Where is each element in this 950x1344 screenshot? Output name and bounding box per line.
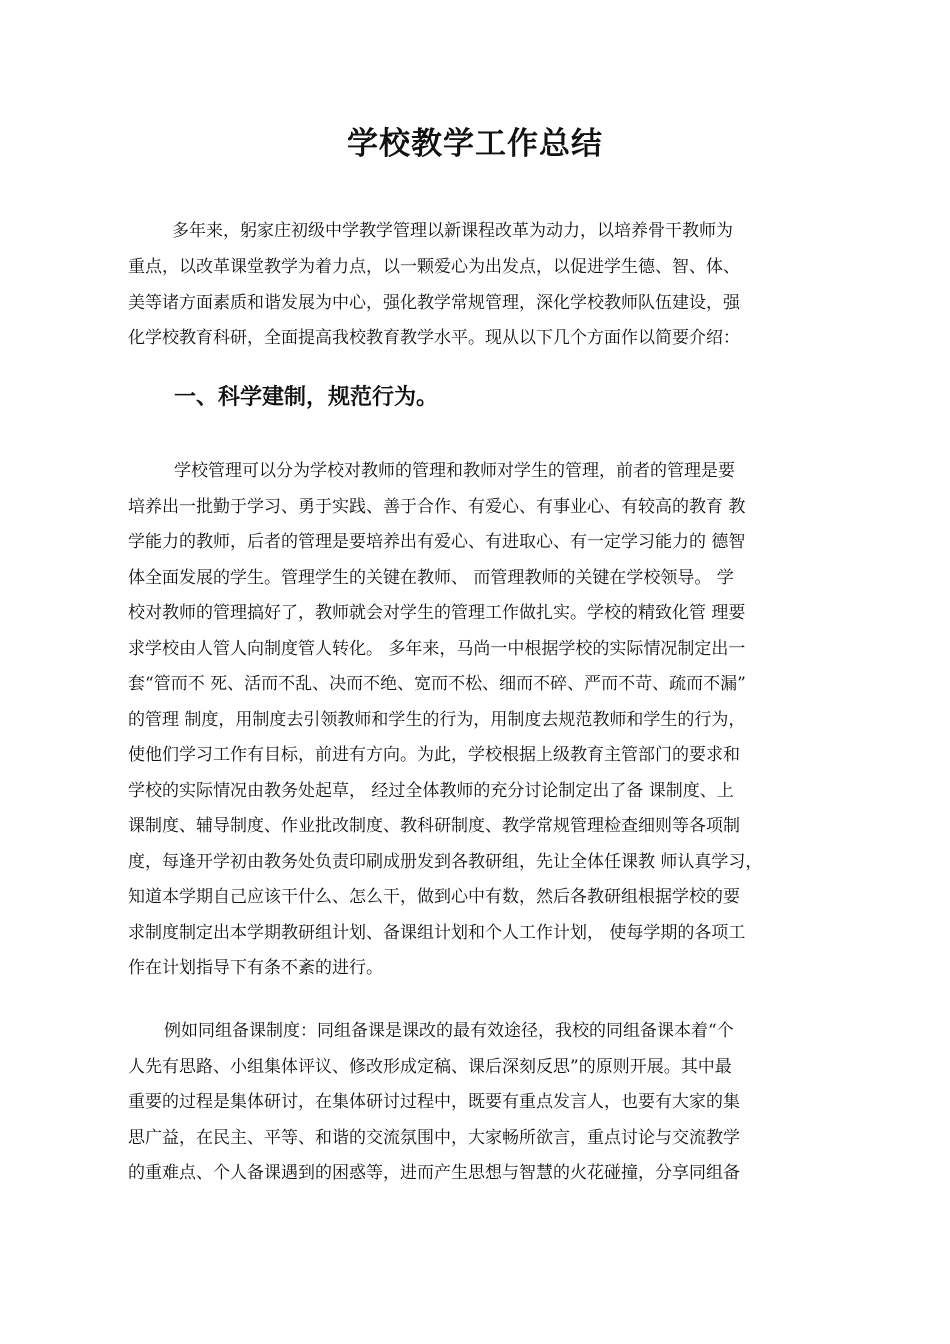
paragraph-line: 度，每逢开学初由教务处负责印刷成册发到各教研组，先让全体任课教 师认真学习， [128,851,763,872]
document-title: 学校教学工作总结 [347,126,603,162]
paragraph-line: 的重难点、个人备课遇到的困惑等，进而产生思想与智慧的火花碰撞，分享同组备 [128,1163,740,1183]
paragraph-line: 套“管而不 死、活而不乱、决而不绝、宽而不松、细而不碎、严而不苛、疏而不漏” [128,674,746,694]
paragraph-line: 学校的实际情况由教务处起草， 经过全体教师的充分讨论制定出了备 课制度、上 [128,780,734,801]
paragraph-line: 多年来，躬家庄初级中学教学管理以新课程改革为动力，以培养骨干教师为 [172,221,733,241]
paragraph-line: 体全面发展的学生。管理学生的关键在教师、 而管理教师的关键在学校领导。 学 [128,567,734,588]
paragraph-line: 作在计划指导下有条不紊的进行。 [128,958,383,978]
paragraph-line: 人先有思路、小组集体评议、修改形成定稿、课后深刻反思”的原则开展。其中最 [128,1056,732,1077]
paragraph-line: 化学校教育科研，全面提高我校教育教学水平。现从以下几个方面作以简要介绍： [128,328,740,349]
paragraph-line: 思广益，在民主、平等、和谐的交流氛围中，大家畅所欲言，重点讨论与交流教学 [128,1127,740,1148]
section1-paragraph-2 [128,1014,828,1192]
paragraph-line: 培养出一批勤于学习、勇于实践、善于合作、有爱心、有事业心、有较高的教育 教 [128,496,746,517]
section1-paragraph [128,454,828,987]
paragraph-line: 使他们学习工作有目标，前进有方向。为此，学校根据上级教育主管部门的要求和 [128,745,740,765]
paragraph-line: 求制度制定出本学期教研组计划、备课组计划和个人工作计划， 使每学期的各项工 [128,922,746,943]
paragraph-line: 的管理 制度，用制度去引领教师和学生的行为，用制度去规范教师和学生的行为， [128,709,746,730]
paragraph-line: 重点，以改革课堂教学为着力点，以一颗爱心为出发点，以促进学生德、智、体、 [128,256,740,277]
paragraph-line: 学校管理可以分为学校对教师的管理和教师对学生的管理，前者的管理是要 [174,461,735,481]
paragraph-line: 知道本学期自己应该干什么、怎么干，做到心中有数，然后各教研组根据学校的要 [128,887,740,907]
paragraph-line: 学能力的教师，后者的管理是要培养出有爱心、有进取心、有一定学习能力的 德智 [128,532,746,552]
paragraph-line: 课制度、辅导制度、作业批改制度、教科研制度、教学常规管理检查细则等各项制 [128,816,740,836]
paragraph-line: 重要的过程是集体研讨，在集体研讨过程中，既要有重点发言人，也要有大家的集 [128,1092,740,1112]
paragraph-line: 求学校由人管人向制度管人转化。 多年来，马尚一中根据学校的实际情况制定出一 [128,638,746,659]
paragraph-line: 例如同组备课制度：同组备课是课改的最有效途径，我校的同组备课本着“个 [164,1021,734,1041]
paragraph-line: 美等诸方面素质和谐发展为中心，强化教学常规管理，深化学校教师队伍建设，强 [128,292,740,313]
section-heading: 一、科学建制，规范行为。 [174,385,439,410]
intro-paragraph [128,214,828,357]
paragraph-line: 校对教师的管理搞好了，教师就会对学生的管理工作做扎实。学校的精致化管 理要 [128,603,746,623]
